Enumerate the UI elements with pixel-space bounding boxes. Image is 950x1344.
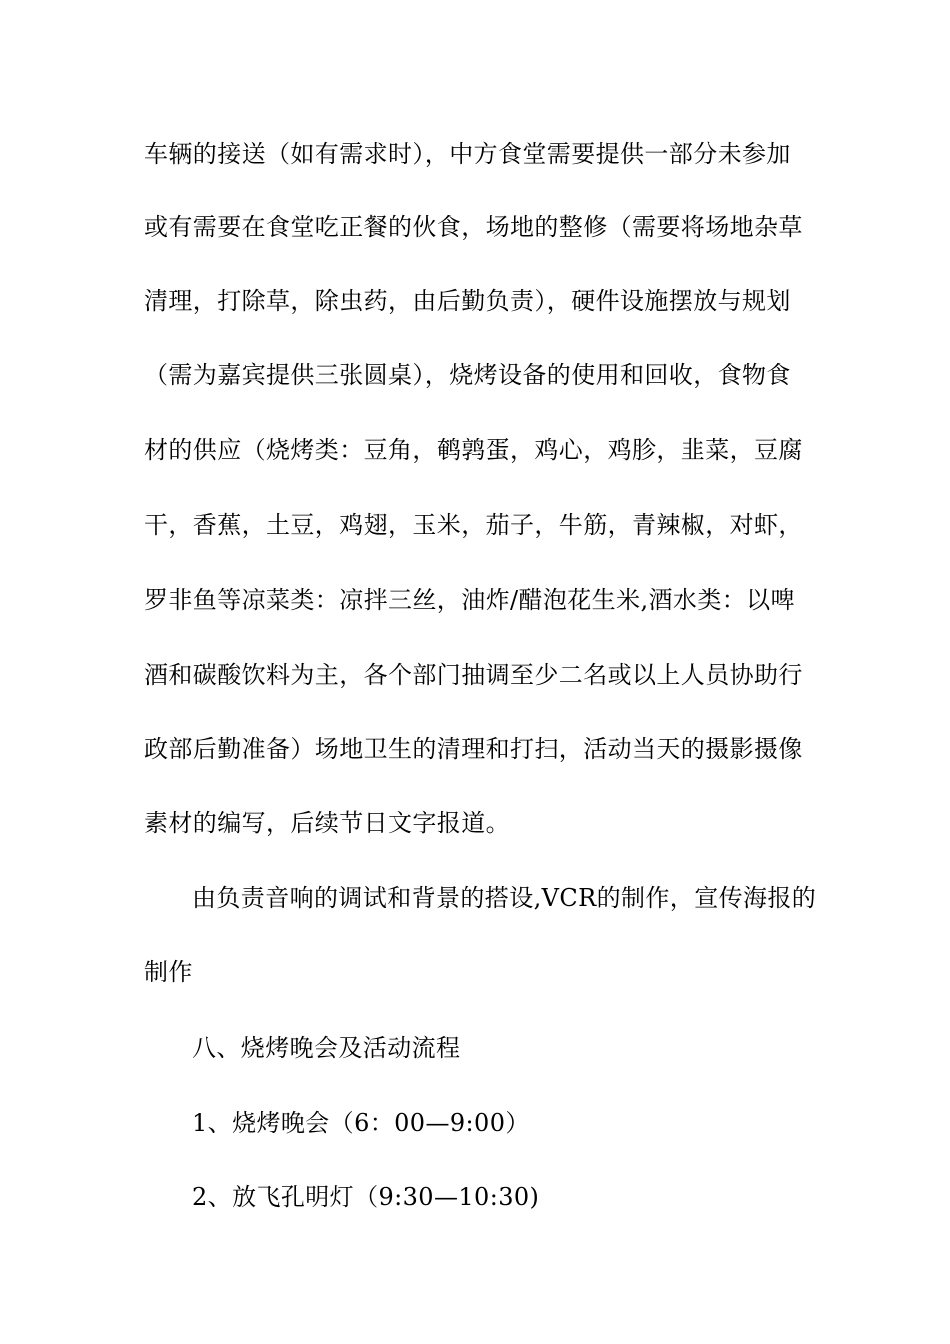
paragraph-1-line-3: 清理，打除草，除虫药，由后勤负责），硬件设施摆放与规划	[144, 287, 791, 315]
section-heading: 八、烧烤晚会及活动流程	[192, 1034, 461, 1062]
list-item-2: 2、放飞孔明灯（9:30—10:30)	[192, 1183, 540, 1211]
paragraph-1-line-6: 干，香蕉，土豆，鸡翅，玉米，茄子，牛筋，青辣椒，对虾，	[144, 511, 803, 539]
paragraph-1-line-5: 材的供应（烧烤类：豆角，鹌鹑蛋，鸡心，鸡胗，韭菜，豆腐	[144, 436, 803, 464]
paragraph-1-line-1: 车辆的接送（如有需求时），中方食堂需要提供一部分未参加	[144, 140, 791, 168]
paragraph-2-line-1: 由负责音响的调试和背景的搭设,VCR的制作，宣传海报的	[192, 884, 817, 912]
paragraph-1-line-10: 素材的编写，后续节日文字报道。	[144, 809, 510, 837]
paragraph-1-line-4: （需为嘉宾提供三张圆桌），烧烤设备的使用和回收，食物食	[144, 361, 791, 389]
paragraph-1-line-2: 或有需要在食堂吃正餐的伙食，场地的整修（需要将场地杂草	[144, 213, 803, 241]
paragraph-2-line-2: 制作	[144, 958, 193, 986]
paragraph-1-line-8: 酒和碳酸饮料为主，各个部门抽调至少二名或以上人员协助行	[144, 661, 803, 689]
paragraph-1-line-9: 政部后勤准备）场地卫生的清理和打扫，活动当天的摄影摄像	[144, 735, 803, 763]
paragraph-1-line-7: 罗非鱼等凉菜类：凉拌三丝，油炸/醋泡花生米,酒水类：以啤	[144, 586, 795, 614]
list-item-1: 1、烧烤晚会（6：00—9:00）	[192, 1109, 530, 1137]
